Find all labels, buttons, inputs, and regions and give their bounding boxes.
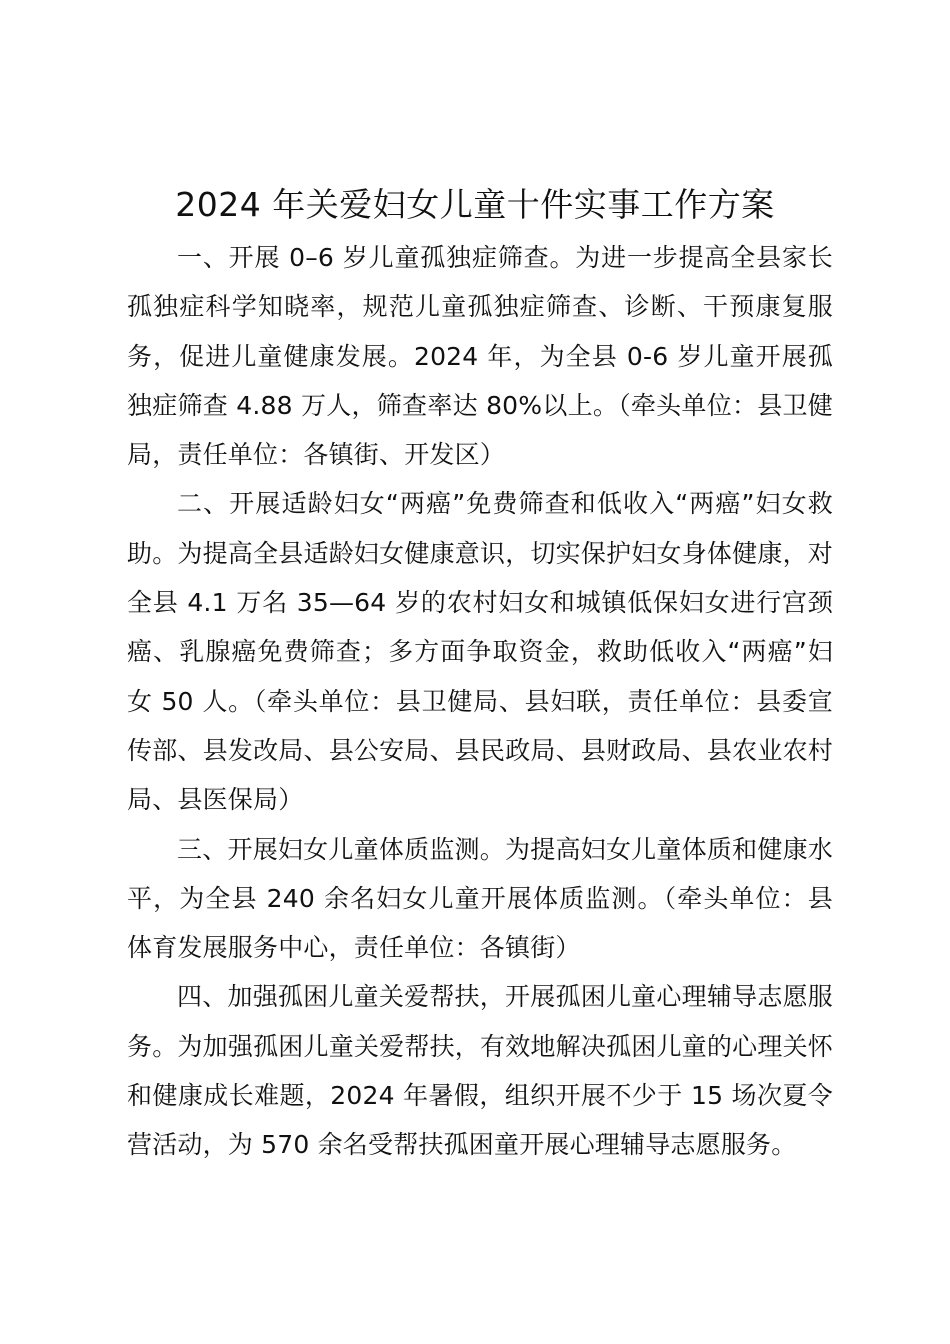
paragraph-item-3: 三、开展妇女儿童体质监测。为提高妇女儿童体质和健康水平，为全县 240 余名妇女儿童开展体质监测。（牵头单位：县体育发展服务中心，责任单位：各镇街）: [127, 834, 833, 963]
document-title: 2024 年关爱妇女儿童十件实事工作方案: [175, 185, 775, 224]
paragraph-item-1: 一、开展 0–6 岁儿童孤独症筛查。为进一步提高全县家长孤独症科学知晓率，规范儿童孤独症筛查、诊断、干预康复服务，促进儿童健康发展。2024 年，为全县 0-6 岁儿童开展孤独症筛查 4.88 万人，筛查率达 80%以上。（牵头单位：县卫健局，责任单位：各镇街、开发区）: [127, 243, 833, 470]
paragraph-item-2: 二、开展适龄妇女“两癌”免费筛查和低收入“两癌”妇女救助。为提高全县适龄妇女健康意识，切实保护妇女身体健康，对全县 4.1 万名 35—64 岁的农村妇女和城镇低保妇女进行宫颈癌、乳腺癌免费筛查；多方面争取资金，救助低收入“两癌”妇女 50 人。（牵头单位：县卫健局、县妇联，责任单位：县委宣传部、县发改局、县公安局、县民政局、县财政局、县农业农村局、县医保局）: [127, 489, 833, 815]
paragraph-item-4: 四、加强孤困儿童关爱帮扶，开展孤困儿童心理辅导志愿服务。为加强孤困儿童关爱帮扶，有效地解决孤困儿童的心理关怀和健康成长难题，2024 年暑假，组织开展不少于 15 场次夏令营活动，为 570 余名受帮扶孤困童开展心理辅导志愿服务。: [127, 982, 833, 1160]
document-body: [127, 233, 833, 1170]
